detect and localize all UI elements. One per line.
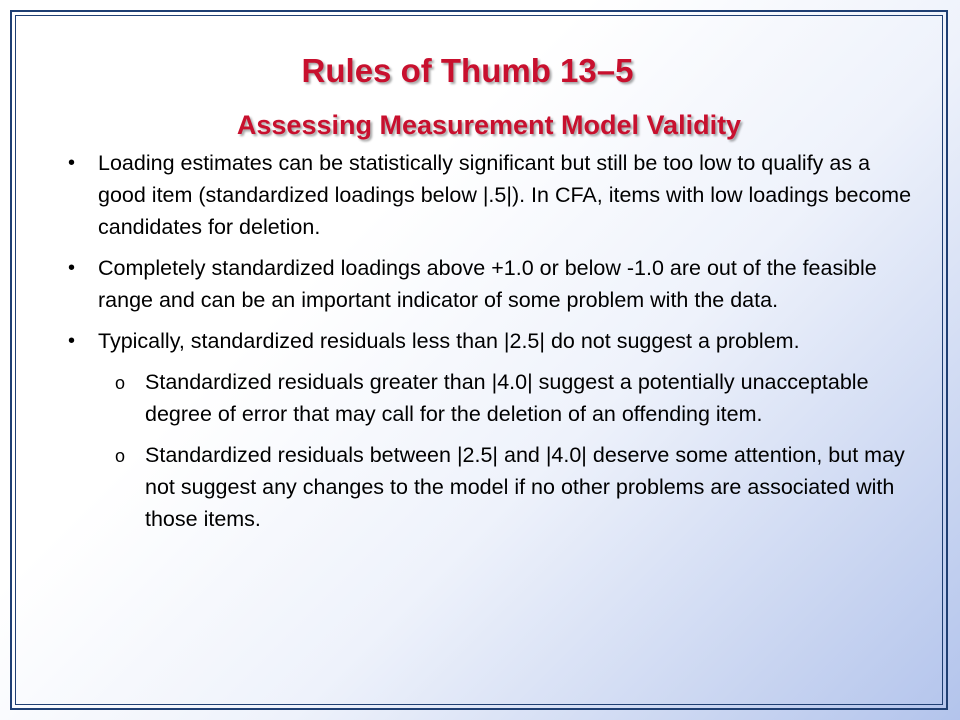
bullet-dot-icon: • xyxy=(68,257,76,279)
bullet-text: Typically, standardized residuals less than |2.5| do not suggest a problem. xyxy=(98,329,800,353)
bullet-list xyxy=(68,147,918,544)
bullet-dot-icon: • xyxy=(68,330,76,352)
bullet-item xyxy=(68,147,918,243)
bullet-text: Loading estimates can be statistically significant but still be too low to qualify as a good item (standardized loadings below |.5|). In CFA, items with low loadings become candidates for deletion. xyxy=(98,151,912,239)
sub-bullet-text: Standardized residuals greater than |4.0| suggest a potentially unacceptable degree of error that may call for the deletion of an offending item. xyxy=(145,370,869,426)
bullet-text: Completely standardized loadings above +1.0 or below -1.0 are out of the feasible range and can be an important indicator of some problem with the data. xyxy=(98,256,877,312)
bullet-dot-icon: • xyxy=(68,152,76,174)
slide-title: Rules of Thumb 13–5 xyxy=(301,52,634,89)
sub-bullet-item xyxy=(68,439,918,535)
bullet-item xyxy=(68,325,918,357)
sub-bullet-item xyxy=(68,366,918,430)
sub-bullet-circle-icon: o xyxy=(115,373,126,393)
bullet-item xyxy=(68,252,918,316)
sub-bullet-circle-icon: o xyxy=(115,446,126,466)
slide-subtitle: Assessing Measurement Model Validity xyxy=(236,110,742,140)
sub-bullet-text: Standardized residuals between |2.5| and |4.0| deserve some attention, but may not suggest any changes to the model if no other problems are associated with those items. xyxy=(145,443,905,531)
